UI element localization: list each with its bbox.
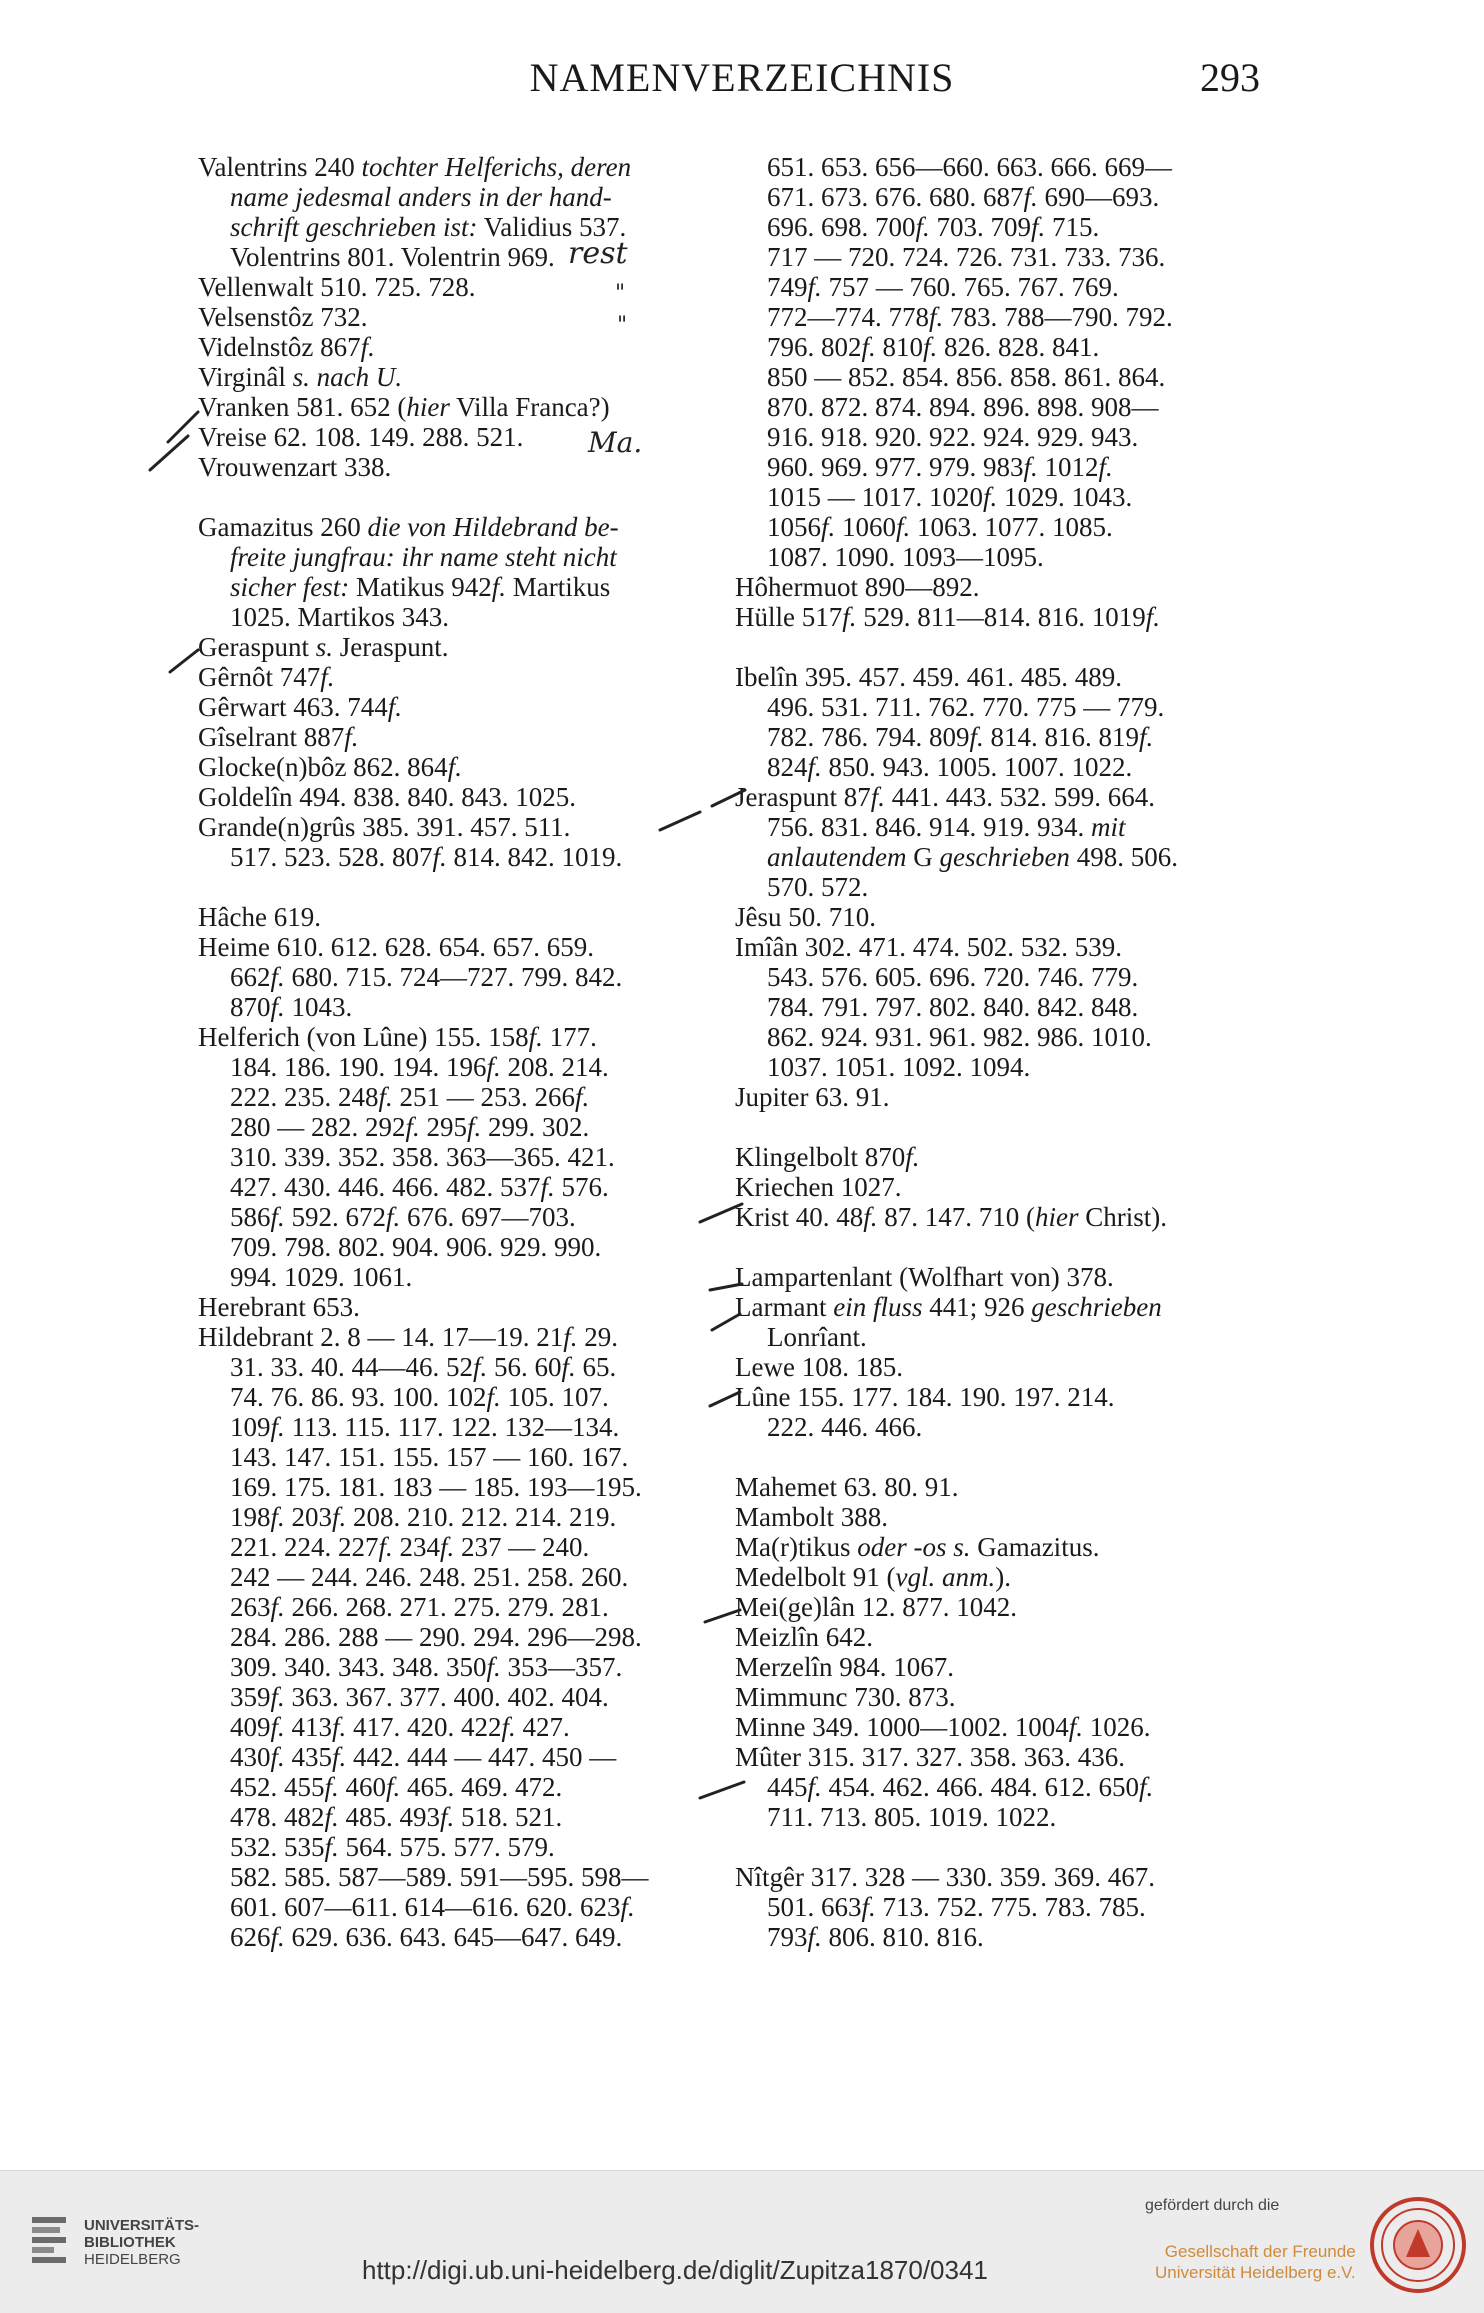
index-entry: Videlnstôz 867f. — [198, 332, 375, 362]
index-entry: Hülle 517f. 529. 811—814. 816. 1019f. — [735, 602, 1161, 632]
index-entry-continuation: 280 — 282. 292f. 295f. 299. 302. — [230, 1112, 590, 1142]
index-entry: Gîselrant 887f. — [198, 722, 359, 752]
margin-stroke-geraspunt — [170, 650, 198, 672]
entry-gap — [198, 482, 723, 512]
index-entry-continuation: 671. 673. 676. 680. 687f. 690—693. — [767, 182, 1160, 212]
index-entry: Hildebrant 2. 8 — 14. 17—19. 21f. 29. — [198, 1322, 618, 1352]
index-entry-continuation: 796. 802f. 810f. 826. 828. 841. — [767, 332, 1100, 362]
entry-gap — [735, 1112, 1270, 1142]
entry-gap — [735, 1442, 1270, 1472]
index-entry: Ibelîn 395. 457. 459. 461. 485. 489. — [735, 662, 1122, 692]
index-entry: Glocke(n)bôz 862. 864f. — [198, 752, 462, 782]
index-entry: Imîân 302. 471. 474. 502. 532. 539. — [735, 932, 1122, 962]
index-entry: Grande(n)grûs 385. 391. 457. 511. — [198, 812, 571, 842]
index-entry-continuation: 601. 607—611. 614—616. 620. 623f. — [230, 1892, 635, 1922]
index-entry: Valentrins 240 tochter Helferichs, deren — [198, 152, 632, 182]
library-logo-icon — [22, 2211, 76, 2265]
index-entry-continuation: 445f. 454. 462. 466. 484. 612. 650f. — [767, 1772, 1154, 1802]
ditto-mark-1: " — [615, 281, 626, 306]
index-entry-continuation: name jedesmal anders in der hand- — [230, 182, 612, 212]
index-entry-continuation: 109f. 113. 115. 117. 122. 132—134. — [230, 1412, 620, 1442]
index-entry-continuation: 782. 786. 794. 809f. 814. 816. 819f. — [767, 722, 1154, 752]
index-entry: Meizlîn 642. — [735, 1622, 873, 1652]
index-entry: Hâche 619. — [198, 902, 321, 932]
index-entry: Heime 610. 612. 628. 654. 657. 659. — [198, 932, 594, 962]
index-entry-continuation: 517. 523. 528. 807f. 814. 842. 1019. — [230, 842, 623, 872]
index-entry: Hôhermuot 890—892. — [735, 572, 980, 602]
index-entry-continuation: 184. 186. 190. 194. 196f. 208. 214. — [230, 1052, 609, 1082]
index-entry-continuation: 310. 339. 352. 358. 363—365. 421. — [230, 1142, 615, 1172]
index-entry: Lewe 108. 185. — [735, 1352, 903, 1382]
society-name: Gesellschaft der Freunde Universität Heidelberg e.V. — [1155, 2242, 1356, 2282]
index-entry-continuation: 772—774. 778f. 783. 788—790. 792. — [767, 302, 1173, 332]
index-entry-continuation: 749f. 757 — 760. 765. 767. 769. — [767, 272, 1119, 302]
index-entry: Herebrant 653. — [198, 1292, 360, 1322]
index-entry: Medelbolt 91 (vgl. anm.). — [735, 1562, 1011, 1592]
index-entry-continuation: 916. 918. 920. 922. 924. 929. 943. — [767, 422, 1139, 452]
index-entry: Larmant ein fluss 441; 926 geschrieben — [735, 1292, 1162, 1322]
index-entry-continuation: 143. 147. 151. 155. 157 — 160. 167. — [230, 1442, 629, 1472]
index-entry: Gêrwart 463. 744f. — [198, 692, 402, 722]
permalink-url[interactable]: http://digi.ub.uni-heidelberg.de/diglit/Zupitza1870/0341 — [362, 2255, 988, 2285]
index-entry-continuation: 651. 653. 656—660. 663. 666. 669— — [767, 152, 1172, 182]
index-entry-continuation: 221. 224. 227f. 234f. 237 — 240. — [230, 1532, 590, 1562]
index-entry: Lûne 155. 177. 184. 190. 197. 214. — [735, 1382, 1115, 1412]
index-entry: Jêsu 50. 710. — [735, 902, 876, 932]
funded-by-label: gefördert durch die — [1145, 2197, 1280, 2214]
index-entry: Vreise 62. 108. 149. 288. 521. — [198, 422, 524, 452]
index-column-left — [198, 152, 723, 1952]
index-entry-continuation: schrift geschrieben ist: Validius 537. — [230, 212, 627, 242]
handwritten-note-ma: Ma. — [588, 426, 643, 459]
index-entry-continuation: 870. 872. 874. 894. 896. 898. 908— — [767, 392, 1159, 422]
index-entry-continuation: 496. 531. 711. 762. 770. 775 — 779. — [767, 692, 1165, 722]
index-entry-continuation: 1037. 1051. 1092. 1094. — [767, 1052, 1031, 1082]
index-column-right — [735, 152, 1270, 1952]
index-entry: Vranken 581. 652 (hier Villa Franca?) — [198, 392, 610, 422]
index-entry-continuation: sicher fest: Matikus 942f. Martikus — [230, 572, 611, 602]
index-entry: Klingelbolt 870f. — [735, 1142, 920, 1172]
index-entry-continuation: 430f. 435f. 442. 444 — 447. 450 — — [230, 1742, 617, 1772]
index-entry: Velsenstôz 732. — [198, 302, 368, 332]
index-entry-continuation: 756. 831. 846. 914. 919. 934. mit — [767, 812, 1126, 842]
index-entry: Virginâl s. nach U. — [198, 362, 403, 392]
index-entry: Goldelîn 494. 838. 840. 843. 1025. — [198, 782, 576, 812]
university-seal-icon — [1368, 2195, 1468, 2295]
index-entry-continuation: 586f. 592. 672f. 676. 697—703. — [230, 1202, 576, 1232]
index-entry: Vellenwalt 510. 725. 728. — [198, 272, 476, 302]
index-entry-continuation: 263f. 266. 268. 271. 275. 279. 281. — [230, 1592, 609, 1622]
index-entry-continuation: anlautendem G geschrieben 498. 506. — [767, 842, 1178, 872]
page-title: NAMENVERZEICHNIS — [529, 55, 955, 100]
entry-gap — [735, 632, 1270, 662]
index-entry-continuation: 662f. 680. 715. 724—727. 799. 842. — [230, 962, 623, 992]
index-entry-continuation: 74. 76. 86. 93. 100. 102f. 105. 107. — [230, 1382, 609, 1412]
index-entry-continuation: 409f. 413f. 417. 420. 422f. 427. — [230, 1712, 570, 1742]
index-entry: Minne 349. 1000—1002. 1004f. 1026. — [735, 1712, 1151, 1742]
index-entry-continuation: 717 — 720. 724. 726. 731. 733. 736. — [767, 242, 1166, 272]
index-entry-continuation: 309. 340. 343. 348. 350f. 353—357. — [230, 1652, 623, 1682]
index-entry: Krist 40. 48f. 87. 147. 710 (hier Christ). — [735, 1202, 1168, 1232]
index-entry: Merzelîn 984. 1067. — [735, 1652, 954, 1682]
margin-stroke-vreise — [150, 436, 188, 470]
index-entry-continuation: 31. 33. 40. 44—46. 52f. 56. 60f. 65. — [230, 1352, 617, 1382]
index-entry-continuation: 994. 1029. 1061. — [230, 1262, 413, 1292]
index-entry-continuation: 222. 446. 466. — [767, 1412, 923, 1442]
entry-gap — [735, 1232, 1270, 1262]
index-entry: Kriechen 1027. — [735, 1172, 902, 1202]
index-entry: Gamazitus 260 die von Hildebrand be- — [198, 512, 619, 542]
index-entry-continuation: 427. 430. 446. 466. 482. 537f. 576. — [230, 1172, 609, 1202]
entry-gap — [198, 872, 723, 902]
index-entry-continuation: 242 — 244. 246. 248. 251. 258. 260. — [230, 1562, 629, 1592]
index-entry: Mambolt 388. — [735, 1502, 888, 1532]
index-entry-continuation: 709. 798. 802. 904. 906. 929. 990. — [230, 1232, 602, 1262]
index-entry-continuation: 824f. 850. 943. 1005. 1007. 1022. — [767, 752, 1133, 782]
index-entry-continuation: 532. 535f. 564. 575. 577. 579. — [230, 1832, 555, 1862]
index-entry: Lampartenlant (Wolfhart von) 378. — [735, 1262, 1114, 1292]
ditto-mark-2: " — [617, 313, 628, 338]
index-entry: Mahemet 63. 80. 91. — [735, 1472, 959, 1502]
index-entry-continuation: 198f. 203f. 208. 210. 212. 214. 219. — [230, 1502, 617, 1532]
index-entry: Gêrnôt 747f. — [198, 662, 335, 692]
index-entry-continuation: 452. 455f. 460f. 465. 469. 472. — [230, 1772, 563, 1802]
index-entry: Nîtgêr 317. 328 — 330. 359. 369. 467. — [735, 1862, 1155, 1892]
index-entry-continuation: 784. 791. 797. 802. 840. 842. 848. — [767, 992, 1139, 1022]
index-entry-continuation: Volentrins 801. Volentrin 969. — [230, 242, 555, 272]
index-entry-continuation: 543. 576. 605. 696. 720. 746. 779. — [767, 962, 1139, 992]
index-entry: Mei(ge)lân 12. 877. 1042. — [735, 1592, 1017, 1622]
index-entry-continuation: 582. 585. 587—589. 591—595. 598— — [230, 1862, 649, 1892]
index-entry-continuation: 1056f. 1060f. 1063. 1077. 1085. — [767, 512, 1113, 542]
index-entry-continuation: 696. 698. 700f. 703. 709f. 715. — [767, 212, 1100, 242]
index-entry-continuation: 1015 — 1017. 1020f. 1029. 1043. — [767, 482, 1133, 512]
index-entry-continuation: 1087. 1090. 1093—1095. — [767, 542, 1044, 572]
index-entry-continuation: 284. 286. 288 — 290. 294. 296—298. — [230, 1622, 642, 1652]
index-entry-continuation: 359f. 363. 367. 377. 400. 402. 404. — [230, 1682, 609, 1712]
index-entry: Helferich (von Lûne) 155. 158f. 177. — [198, 1022, 597, 1052]
index-entry: Mûter 315. 317. 327. 358. 363. 436. — [735, 1742, 1125, 1772]
index-entry: Ma(r)tikus oder -os s. Gamazitus. — [735, 1532, 1100, 1562]
index-entry-continuation: 626f. 629. 636. 643. 645—647. 649. — [230, 1922, 623, 1952]
library-name: UNIVERSITÄTS- BIBLIOTHEK HEIDELBERG — [84, 2217, 200, 2268]
footer-bar — [0, 2170, 1484, 2313]
index-entry-continuation: Lonrîant. — [767, 1322, 867, 1352]
index-entry-continuation: 169. 175. 181. 183 — 185. 193—195. — [230, 1472, 642, 1502]
margin-stroke-vranken — [168, 412, 198, 442]
index-entry-continuation: freite jungfrau: ihr name steht nicht — [230, 542, 617, 572]
index-entry-continuation: 501. 663f. 713. 752. 775. 783. 785. — [767, 1892, 1146, 1922]
handwritten-note-rest: rest — [568, 236, 628, 271]
index-entry-continuation: 1025. Martikos 343. — [230, 602, 449, 632]
index-entry-continuation: 960. 969. 977. 979. 983f. 1012f. — [767, 452, 1113, 482]
index-entry-continuation: 850 — 852. 854. 856. 858. 861. 864. — [767, 362, 1166, 392]
index-entry-continuation: 870f. 1043. — [230, 992, 353, 1022]
index-entry-continuation: 222. 235. 248f. 251 — 253. 266f. — [230, 1082, 590, 1112]
index-entry-continuation: 862. 924. 931. 961. 982. 986. 1010. — [767, 1022, 1152, 1052]
index-entry: Mimmunc 730. 873. — [735, 1682, 956, 1712]
index-entry-continuation: 478. 482f. 485. 493f. 518. 521. — [230, 1802, 563, 1832]
index-entry-continuation: 570. 572. — [767, 872, 869, 902]
index-entry: Jeraspunt 87f. 441. 443. 532. 599. 664. — [735, 782, 1155, 812]
index-entry: Geraspunt s. Jeraspunt. — [198, 632, 449, 662]
index-entry-continuation: 793f. 806. 810. 816. — [767, 1922, 984, 1952]
index-entry: Vrouwenzart 338. — [198, 452, 392, 482]
index-entry: Jupiter 63. 91. — [735, 1082, 890, 1112]
page-number: 293 — [1200, 55, 1260, 100]
index-entry-continuation: 711. 713. 805. 1019. 1022. — [767, 1802, 1057, 1832]
entry-gap — [735, 1832, 1270, 1862]
